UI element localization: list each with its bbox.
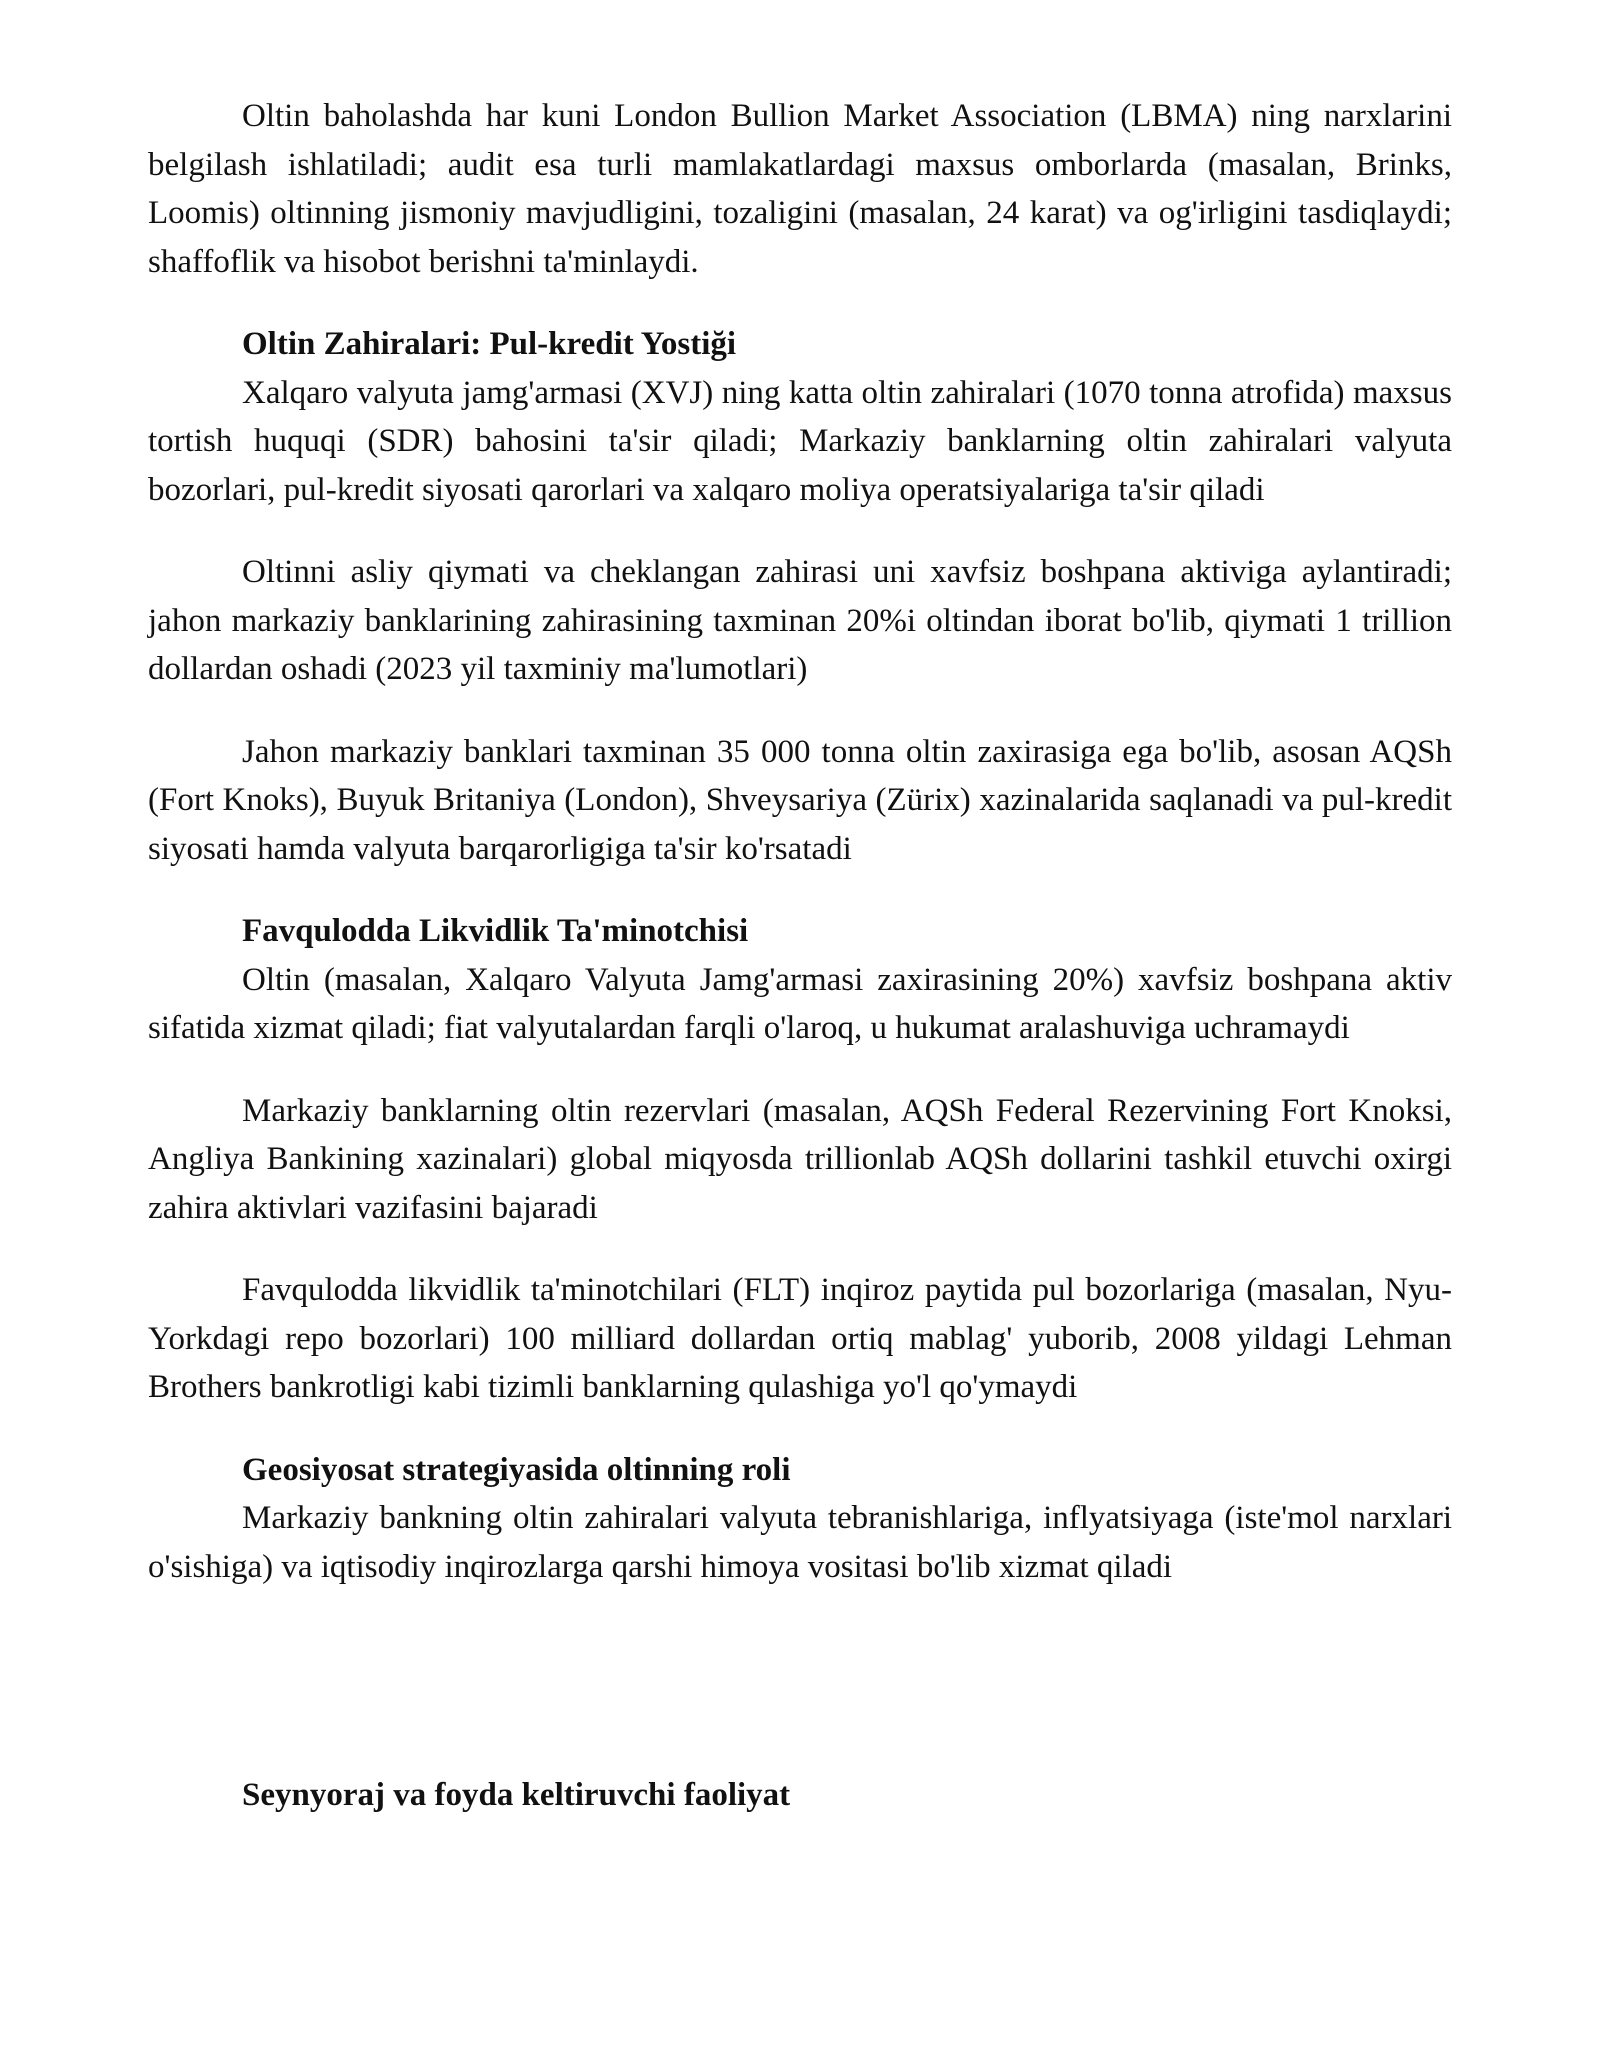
document-body: [148, 92, 1452, 1820]
spacer: [148, 1412, 1452, 1446]
spacer: [148, 1591, 1452, 1771]
spacer: [148, 694, 1452, 728]
paragraph-hedge: Markaziy bankning oltin zahiralari valyuta tebranishlariga, inflyatsiyaga (iste'mol narxlari o'sishiga) va iqtisodiy inqirozlarga qarshi himoya vositasi bo'lib xizmat qiladi: [148, 1500, 1452, 1585]
paragraph-safe-haven: Oltinni asliy qiymati va cheklangan zahirasi uni xavfsiz boshpana aktiviga aylantiradi; jahon markaziy banklarining zahirasining taxminan 20%i oltindan iborat bo'lib, qiymati 1 trillion dollardan oshadi (2023 yil taxminiy ma'lumotlari): [148, 554, 1452, 687]
paragraph-reserve-assets: Markaziy banklarning oltin rezervlari (masalan, AQSh Federal Rezervining Fort Knoksi, Angliya Bankining xazinalari) global miqyosda trillionlab AQSh dollarini tashkil etuvchi oxirgi zahira aktivlari vazifasini bajaradi: [148, 1092, 1452, 1226]
spacer: [148, 286, 1452, 320]
paragraph-imf-reserves: Xalqaro valyuta jamg'armasi (XVJ) ning katta oltin zahiralari (1070 tonna atrofida) maxsus tortish huquqi (SDR) bahosini ta'sir qiladi; Markaziy banklarning oltin zahiralari valyuta bozorlari, pul-kredit siyosati qarorlari va xalqaro moliya operatsiyalariga ta'sir qiladi: [148, 374, 1452, 508]
paragraph-lbma-audit: Oltin baholashda har kuni London Bullion Market Association (LBMA) ning narxlarini belgilash ishlatiladi; audit esa turli mamlakatlardagi maxsus omborlarda (masalan, Brinks, Loomis) oltinning jismoniy mavjudligini, tozaligini (masalan, 24 karat) va og'irligini tasdiqlaydi; shaffoflik va hisobot berishni ta'minlaydi.: [148, 98, 1452, 280]
paragraph-central-bank-holdings: Jahon markaziy banklari taxminan 35 000 tonna oltin zaxirasiga ega bo'lib, asosan AQSh (Fort Knoks), Buyuk Britaniya (London), Shveysariya (Zürix) xazinalarida saqlanadi va pul-kredit siyosati hamda valyuta barqarorligiga ta'sir ko'rsatadi: [148, 733, 1452, 867]
spacer: [148, 1053, 1452, 1087]
paragraph-gold-safe-asset: Oltin (masalan, Xalqaro Valyuta Jamg'armasi zaxirasining 20%) xavfsiz boshpana aktiv sifatida xizmat qiladi; fiat valyutalardan farqli o'laroq, u hukumat aralashuviga uchramaydi: [148, 961, 1452, 1046]
spacer: [148, 514, 1452, 548]
heading-geopolitics: Geosiyosat strategiyasida oltinning roli: [242, 1451, 791, 1488]
heading-emergency-liquidity: Favqulodda Likvidlik Ta'minotchisi: [242, 913, 749, 949]
paragraph-flt: Favqulodda likvidlik ta'minotchilari (FLT) inqiroz paytida pul bozorlariga (masalan, Nyu-Yorkdagi repo bozorlari) 100 milliard dollardan ortiq mablag' yuborib, 2008 yildagi Lehman Brothers bankrotligi kabi tizimli banklarning qulashiga yo'l qo'ymaydi: [148, 1272, 1452, 1405]
heading-seigniorage: Seynyoraj va foyda keltiruvchi faoliyat: [242, 1777, 791, 1813]
heading-gold-reserves: Oltin Zahiralari: Pul-kredit Yostiği: [242, 326, 737, 362]
spacer: [148, 1232, 1452, 1266]
spacer: [148, 873, 1452, 907]
